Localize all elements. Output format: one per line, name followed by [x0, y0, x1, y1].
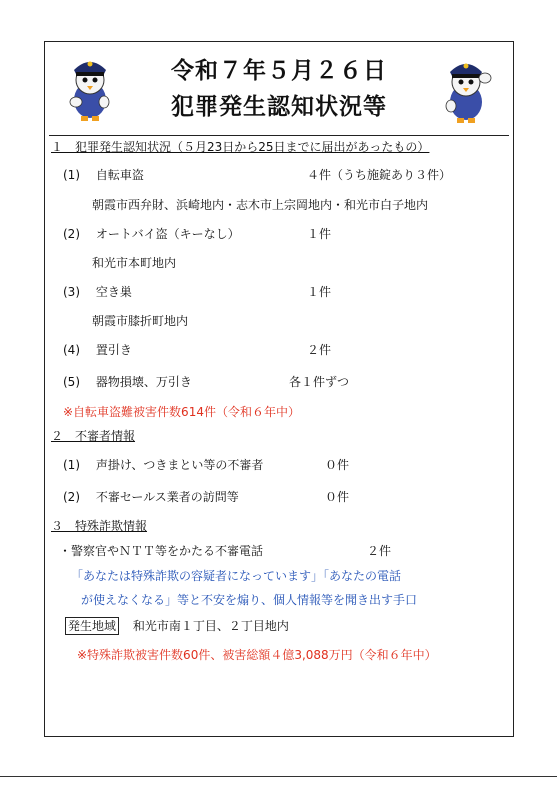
item-detail: 和光市本町地内 — [92, 256, 177, 270]
item-count: ２件 — [307, 343, 332, 357]
page-bottom-rule — [0, 776, 557, 777]
item-label: 不審セールス業者の訪問等 — [95, 490, 239, 504]
list-item — [63, 488, 239, 505]
header-divider — [49, 135, 509, 136]
item-detail: 朝霞市西弁財、浜崎地内・志木市上宗岡地内・和光市白子地内 — [92, 198, 429, 212]
section1-heading: １ 犯罪発生認知状況（５月23日から25日までに届出があったもの） — [51, 140, 430, 154]
item-label: オートバイ盗（キーなし） — [95, 227, 240, 241]
item-count: ０件 — [325, 458, 350, 472]
section2-heading: ２ 不審者情報 — [51, 429, 136, 443]
item-number: (1) — [63, 168, 80, 182]
item-number: (3) — [63, 285, 80, 299]
item-count: １件 — [307, 285, 332, 299]
section3-heading: ３ 特殊詐欺情報 — [51, 519, 148, 533]
item-label: 置引き — [95, 343, 132, 357]
list-item — [63, 373, 192, 390]
list-item — [63, 225, 240, 242]
fraud-call-count: ２件 — [367, 544, 392, 558]
document-frame — [44, 41, 514, 737]
document-header — [45, 42, 513, 134]
item-number: (1) — [63, 458, 80, 472]
list-item — [63, 456, 263, 473]
police-mascot-icon — [433, 52, 499, 124]
item-count: ４件（うち施錠あり３件） — [307, 168, 452, 182]
item-number: (2) — [63, 490, 80, 504]
list-item — [63, 166, 144, 183]
occurrence-area — [65, 617, 289, 634]
title-main: 犯罪発生認知状況等 — [171, 94, 387, 120]
list-item — [63, 341, 132, 358]
item-count: ０件 — [325, 490, 350, 504]
title-date: 令和７年５月２６日 — [171, 58, 387, 84]
item-label: 空き巣 — [95, 285, 132, 299]
item-label: 器物損壊、万引き — [95, 375, 192, 389]
fraud-quote-line1: 「あなたは特殊詐欺の容疑者になっています」「あなたの電話 — [71, 569, 402, 583]
item-label: 声掛け、つきまとい等の不審者 — [95, 458, 264, 472]
item-label: 自転車盗 — [95, 168, 144, 182]
area-value: 和光市南１丁目、２丁目地内 — [132, 619, 289, 633]
item-number: (5) — [63, 375, 80, 389]
item-detail: 朝霞市膝折町地内 — [92, 314, 189, 328]
fraud-quote-line2: が使えなくなる」等と不安を煽り、個人情報等を聞き出す手口 — [81, 593, 418, 607]
item-count: 各１件ずつ — [289, 375, 350, 389]
section1-note: ※自転車盗難被害件数614件（令和６年中） — [63, 405, 300, 419]
item-number: (2) — [63, 227, 80, 241]
item-number: (4) — [63, 343, 80, 357]
area-label: 発生地域 — [65, 617, 119, 635]
item-count: １件 — [307, 227, 332, 241]
fraud-call-bullet: ・警察官やＮＴＴ等をかたる不審電話 — [59, 544, 264, 558]
list-item — [63, 283, 132, 300]
section3-note: ※特殊詐欺被害件数60件、被害総額４億3,088万円（令和６年中） — [77, 648, 437, 662]
